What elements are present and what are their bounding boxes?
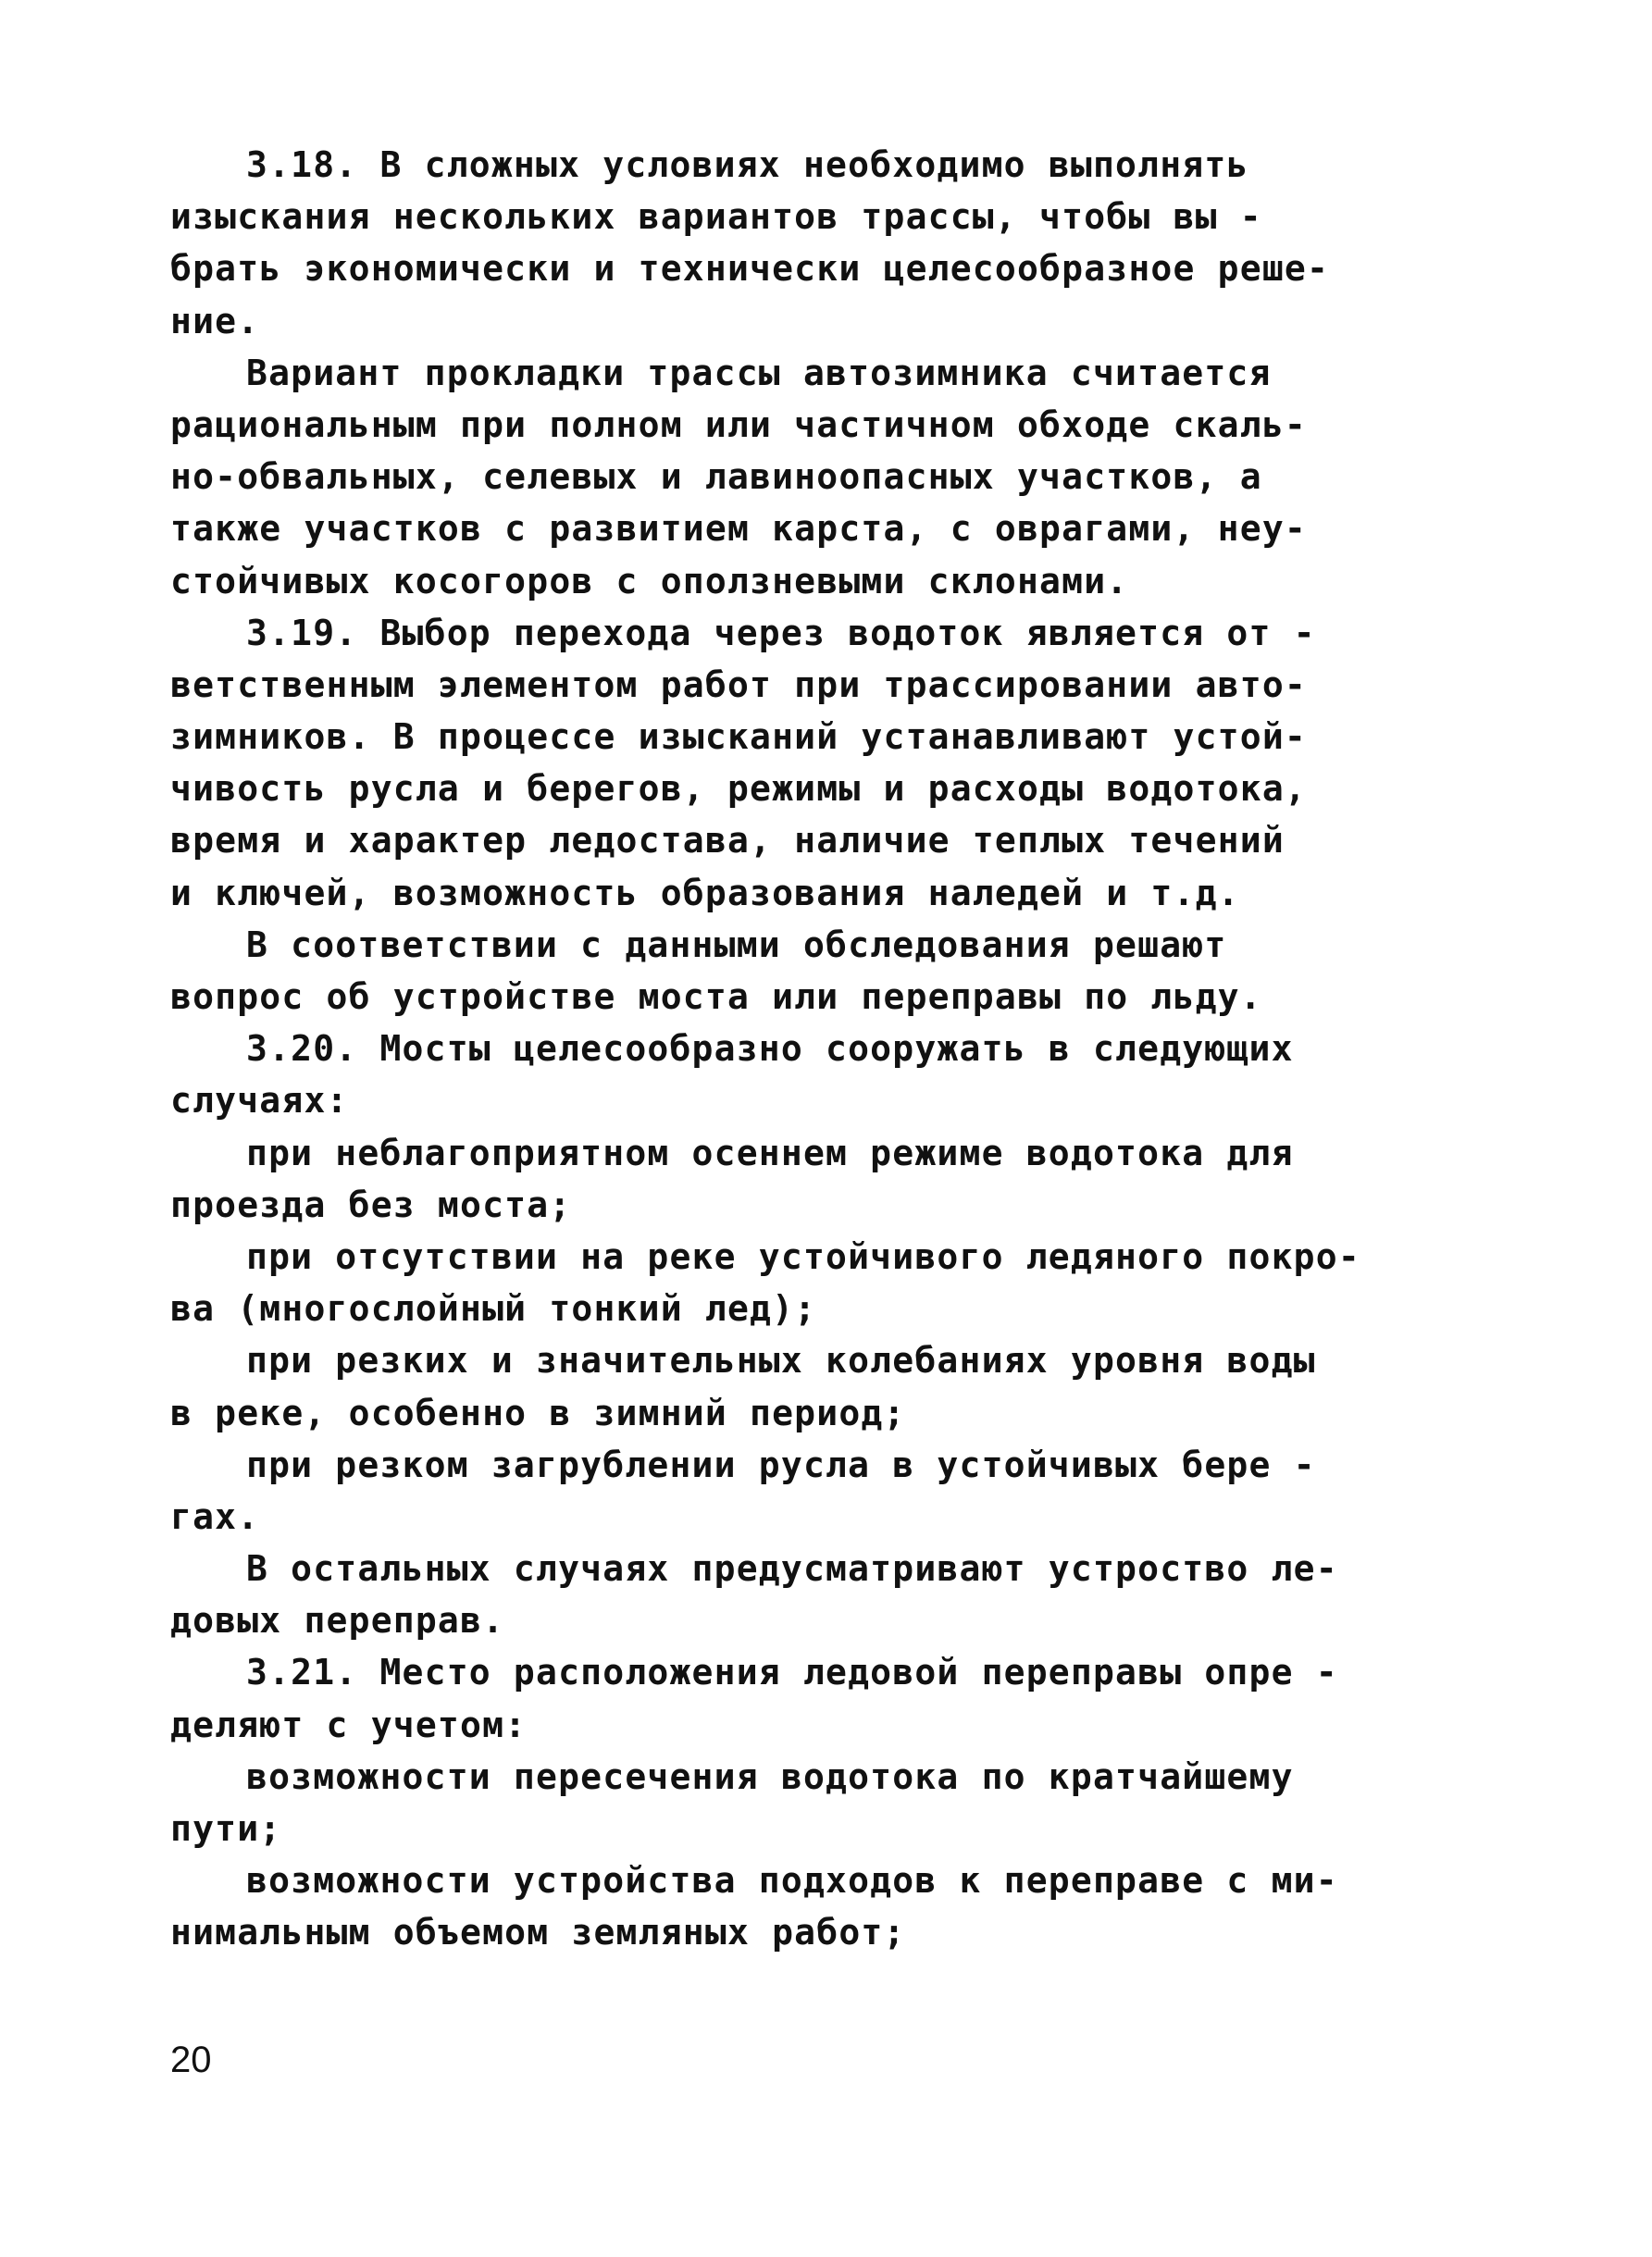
- paragraph-ice-crossing-line: В остальных случаях предусматривают устроство ле-: [246, 1548, 1338, 1590]
- paragraph-3-19-line: 3.19. Выбор перехода через водоток является от -: [246, 612, 1316, 653]
- list-item-line: нимальным объемом земляных работ;: [170, 1912, 906, 1953]
- list-item-line: при неблагоприятном осеннем режиме водотока для: [246, 1132, 1294, 1173]
- paragraph-3-19-line: время и характер ледостава, наличие теплых течений: [170, 820, 1285, 862]
- paragraph-ice-crossing-line: довых переправ.: [170, 1600, 505, 1642]
- list-item-line: в реке, особенно в зимний период;: [170, 1392, 906, 1433]
- paragraph-3-21-line: деляют с учетом:: [170, 1704, 528, 1745]
- paragraph-3-19-line: ветственным элементом работ при трассировании авто-: [170, 663, 1307, 705]
- paragraph-3-18-line: 3.18. В сложных условиях необходимо выполнять: [246, 144, 1249, 185]
- paragraph-3-19-line: зимников. В процессе изысканий устанавливают устой-: [170, 716, 1307, 758]
- list-item-line: пути;: [170, 1808, 282, 1849]
- list-item-line: проезда без моста;: [170, 1184, 572, 1225]
- paragraph-variant-line: также участков с развитием карста, с оврагами, неу-: [170, 508, 1307, 550]
- list-item-line: при резком загрублении русла в устойчивых бере -: [246, 1444, 1316, 1485]
- list-item-line: ва (многослойный тонкий лед);: [170, 1288, 817, 1330]
- paragraph-survey-line: вопрос об устройстве моста или переправы по льду.: [170, 976, 1262, 1017]
- body-text: [170, 139, 1484, 1959]
- paragraph-3-18-line: изыскания нескольких вариантов трассы, чтобы вы -: [170, 196, 1262, 238]
- paragraph-3-21-line: 3.21. Место расположения ледовой переправы опре -: [246, 1652, 1338, 1693]
- list-item-line: возможности пересечения водотока по кратчайшему: [246, 1755, 1294, 1797]
- list-item-line: возможности устройства подходов к переправе с ми-: [246, 1860, 1338, 1902]
- paragraph-variant-line: но-обвальных, селевых и лавиноопасных участков, а: [170, 456, 1262, 498]
- paragraph-survey-line: В соответствии с данными обследования решают: [246, 924, 1227, 965]
- list-item-line: при резких и значительных колебаниях уровня воды: [246, 1340, 1316, 1382]
- paragraph-3-18-line: брать экономически и технически целесообразное реше-: [170, 248, 1330, 290]
- page-number: 20: [170, 2040, 212, 2080]
- paragraph-3-20-line: случаях:: [170, 1080, 349, 1122]
- paragraph-variant-line: рациональным при полном или частичном обходе скаль-: [170, 403, 1307, 445]
- paragraph-3-19-line: чивость русла и берегов, режимы и расходы водотока,: [170, 768, 1307, 810]
- paragraph-3-19-line: и ключей, возможность образования наледей и т.д.: [170, 872, 1240, 913]
- paragraph-3-20-line: 3.20. Мосты целесообразно сооружать в следующих: [246, 1028, 1294, 1070]
- list-item-line: при отсутствии на реке устойчивого ледяного покро-: [246, 1235, 1360, 1277]
- paragraph-variant-line: стойчивых косогоров с оползневыми склонами.: [170, 560, 1129, 601]
- list-item-line: гах.: [170, 1495, 260, 1537]
- paragraph-variant-line: Вариант прокладки трассы автозимника считается: [246, 352, 1272, 393]
- paragraph-3-18-line: ние.: [170, 300, 260, 341]
